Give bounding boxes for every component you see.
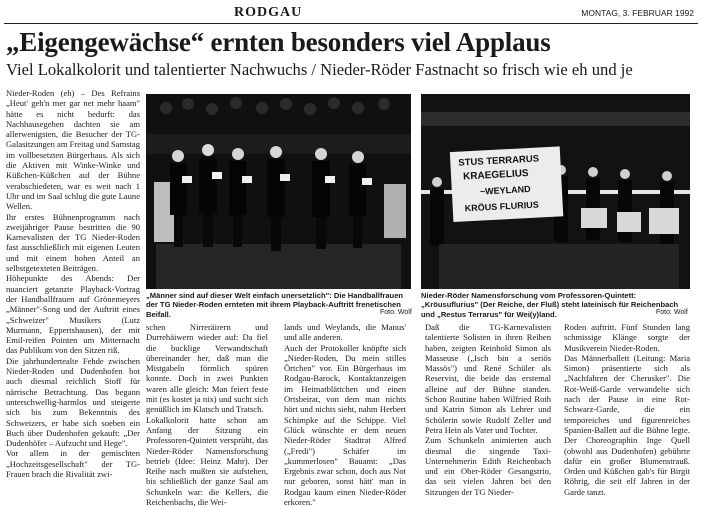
section-title: RODGAU [234,5,303,20]
sign-line-3: ~WEYLAND [479,183,531,197]
sign-line-1: STUS TERRARUS [458,153,540,169]
photo-caption-1 [146,291,411,319]
caption-text-1: „Männer sind auf dieser Welt einfach unersetzlich": Die Handballfrauen der TG Nieder-Roden ernteten mit ihrem Playback-Auftritt frenetischen Beifall. [146,291,404,319]
article-column-2 [146,322,268,507]
headline: „Eigengewächse“ ernten besonders viel Applaus [6,27,551,57]
photo-credit-2: Foto: Wolf [656,309,688,316]
article-column-1 [6,88,140,480]
article-column-4 [425,322,551,497]
article-body-col5: Roden auftritt. Fünf Stunden lang schmissige Klänge sorgte der Musikverein Nieder-Roden. Das Männerballett (Leitung: Maria Simon) präsentierte sich als „Nachfahren der Cherusker". Die Rot-Weiß-Garde verwandelte sich nach der Pause in eine Rot-Schwarz-Garde, die ein temporeiches und figurenreiches Spanien-Ballett auf die Bühne legte. Der Choreographin Inge Quell (obwohl aus Dudenhofen) gebührte dafür ein großer Blumenstrauß. Orden und Küßchen gab's für Birgit Röhrig, die seit elf Jahren in der Garde tanzt. [564,322,690,497]
article-body-col4: Daß die TG-Karnevalisten talentierte Solisten in ihren Reihen haben, zeigten Reinhold Simon als Masseuse („Isch bin a seriös Massös") und René Schüler als Reservist, die beide das erstemal alleine auf der Bühne standen. Schon Routine haben Wilfried Roth und Katrin Simon als Lehrer und Schülerin sowie Rudolf Zeller und Petra Hein als Vater und Tochter. Zum Schunkeln animierten auch diesmal die singende Taxi-Unternehmerin Edith Reichenbach und ein Ober-Röder Gesangstrio, das seit vielen Jahren bei den Sitzungen der TG Nieder- [425,322,551,497]
caption-text-2: Nieder-Röder Namensforschung vom Professoren-Quintett: „Kröusuflurius" (Der Reiche, der Fluß) steht lateinisch für Reichenbach und „Restus Terrarus" für Wei(y)land. [421,291,679,319]
photo-professor-quintet [421,94,690,289]
article-body-col3: lands und Weylands, die Manus' und alle anderen. Auch der Protokoller knöpfte sich „Nieder-Roden, Du mein stilles Örtchen" vor. Ein Bürgerhaus im Rodgau-Barock, Kontaktanzeigen im Heimatblättchen und einen Ortsbeirat, von dem man nichts hört und nichts sieht, nahm Herbert Schimpke auf die Schippe. Viel Glück wünschte er dem neuen Nieder-Röder Stadtrat Alfred („Fredi") Schäfer im „kummerlosen" Bauamt: „Das Ergebnis zwar schon, doch aus Not nur geboren, sonst hätt' man in Rodgau kaum einen Nieder-Röder erkoren." [284,322,406,507]
article-body-col2: schen Nirreräirern und Durrehäiwern wieder auf: Da fiel die bucklige Verwandtschaft übereinander her, daß man die Mistgabeln förmlich spüren konnte. Doch in zwei Punkten waren alle gleich: Man feiert feste mit (es kostet ja nix) und sucht sich genüßlich im Klatsch und Tratsch. Lokalkolorit hatte schon am Anfang der Sitzung ein Professoren-Quintett versprüht, das Nieder-Röder Namensforschung betrieb (Idee: Heinz Mahr). Der Reihe nach mußten sie aufstehen, bis schließlich der ganze Saal am Schunkeln war: die Kellers, die Reichenbachs, die Wei- [146,322,268,507]
article-column-3 [284,322,406,507]
photo-caption-2 [421,291,690,319]
photo-handball-women [146,94,411,289]
article-body-col1: Nieder-Roden (eh) – Des Refrains „Heut' geh'n mer gar net mehr haam" hätte es nicht bedurft: das Nachhausegehen dachten sie am allerwenigsten, die Besucher der TG-Galasitzungen am Freitag und Samstag im vollbesetzten Bürgerhaus. Als sich die Aktiven mit Winke-Winke und Küßchen-Küßchen auf der Bühne verabschiedeten, war es weit nach 1 Uhr und im Saal schlug die gute Laune Wellen. Ihr erstes Bühnenprogramm nach zweijähriger Pause bestritten die 90 Karnevalisten der TG Nieder-Roden fast ausschließlich mit eigenen Leuten und mit einem hohen Anteil an selbstgetexteten Beiträgen. Höhepunkte des Abends: Der nuanciert getanzte Playback-Vortrag der Handballfrauen auf Grönemeyers „Männer"-Song und der Auftritt eines „Schweizer" Musikers (Lutz Murmann, Eppertshausen), der mit Emil-reifen Pointen um Mitternacht das Publikum von den Sitzen riß. Die jahrhundertealte Fehde zwischen Nieder-Roden und Dudenhofen bot auch diesmal reichlich Stoff für närrische Betrachtung. Das begann unterschwellig-harmlos und steigerte sich bis zum Bekenntnis des Schweizers, er habe sich soeben ein Buch über Dudenhofen gekauft: „Der Dudenhöfer – Aufzucht und Hege". Vor allem in der gemischten „Hochzeitsgesellschaft" der TG-Frauen brach die Rivalität zwi- [6,88,140,479]
sign-line-2: KRAEGELIUS [462,168,529,183]
issue-date: MONTAG, 3. FEBRUAR 1992 [581,8,694,18]
sign-line-4: KRÖUS FLURIUS [464,199,539,214]
masthead-rule [4,23,698,24]
subheadline: Viel Lokalkolorit und talentierter Nachwuchs / Nieder-Röder Fastnacht so frisch wie eh und je [6,60,633,79]
photo-credit-1: Foto: Wolf [380,309,412,316]
article-column-5 [564,322,690,497]
